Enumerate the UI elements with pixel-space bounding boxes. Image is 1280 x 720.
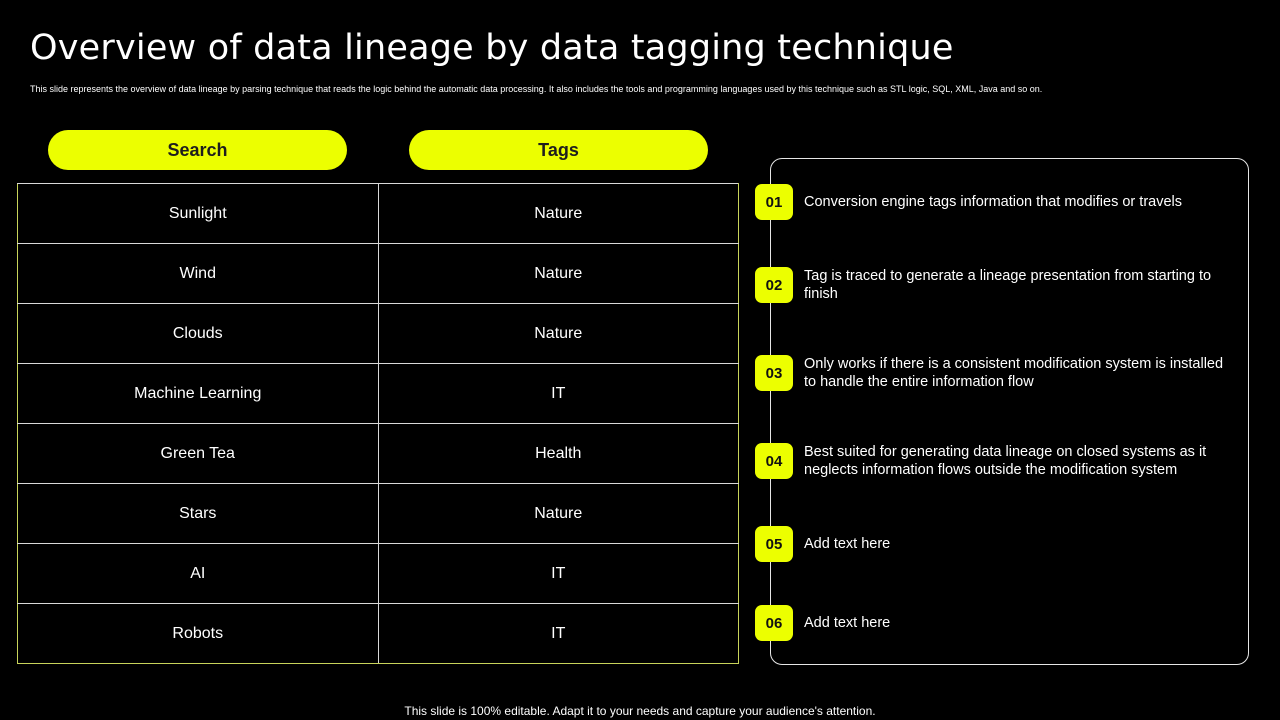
tag-cell: Nature	[378, 304, 739, 364]
point-text: Add text here	[804, 615, 891, 631]
point-number-badge: 01	[755, 184, 793, 220]
tag-cell: IT	[378, 604, 739, 664]
search-cell: Sunlight	[18, 184, 379, 244]
tag-cell: Nature	[378, 184, 739, 244]
table-row	[18, 364, 739, 424]
search-cell: Machine Learning	[18, 364, 379, 424]
tag-cell: Health	[378, 424, 739, 484]
search-cell: Robots	[18, 604, 379, 664]
search-cell: Green Tea	[18, 424, 379, 484]
point-text: Tag is traced to generate a lineage presentation from starting to finish	[804, 268, 1212, 302]
table-row	[18, 604, 739, 664]
point-number-badge: 05	[755, 526, 793, 562]
page-title: Overview of data lineage by data tagging technique	[30, 28, 954, 68]
table-row	[18, 424, 739, 484]
point-number-badge: 06	[755, 605, 793, 641]
point-text: Add text here	[804, 536, 891, 552]
table-row	[18, 544, 739, 604]
table-row	[18, 184, 739, 244]
point-text: Only works if there is a consistent modification system is installed to handle the entire information flow	[804, 356, 1224, 390]
search-tags-table	[17, 183, 739, 664]
point-number-badge: 04	[755, 443, 793, 479]
search-cell: Clouds	[18, 304, 379, 364]
point-number-badge: 03	[755, 355, 793, 391]
tag-cell: Nature	[378, 244, 739, 304]
search-cell: Stars	[18, 484, 379, 544]
table-row	[18, 244, 739, 304]
table-row	[18, 484, 739, 544]
page-subtitle: This slide represents the overview of data lineage by parsing technique that reads the logic behind the automatic data processing. It also includes the tools and programming languages used by this technique such as STL logic, SQL, XML, Java and so on.	[30, 84, 1043, 94]
point-text: Conversion engine tags information that modifies or travels	[804, 194, 1182, 210]
tag-cell: IT	[378, 364, 739, 424]
tag-cell: IT	[378, 544, 739, 604]
point-number-badge: 02	[755, 267, 793, 303]
search-cell: AI	[18, 544, 379, 604]
footer-note: This slide is 100% editable. Adapt it to your needs and capture your audience's attention.	[404, 704, 876, 718]
search-cell: Wind	[18, 244, 379, 304]
tag-cell: Nature	[378, 484, 739, 544]
table-row	[18, 304, 739, 364]
search-header-pill: Search	[48, 130, 347, 170]
points-panel	[770, 158, 1249, 665]
tags-header-pill: Tags	[409, 130, 708, 170]
point-text: Best suited for generating data lineage on closed systems as it neglects information flows outside the modification system	[804, 444, 1207, 478]
